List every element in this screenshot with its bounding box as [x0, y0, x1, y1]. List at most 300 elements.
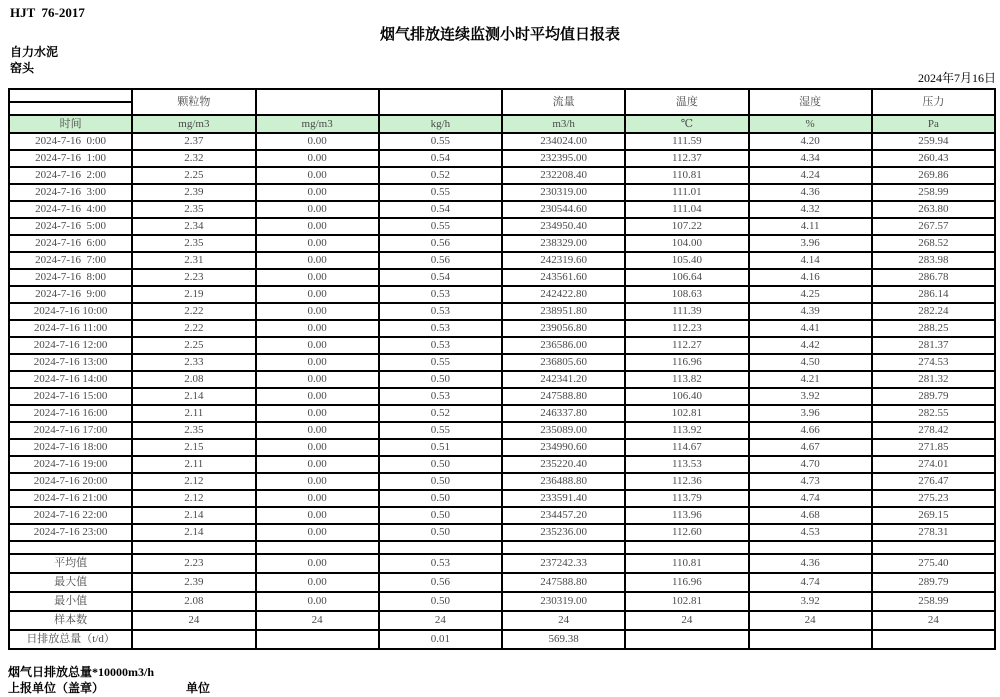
value-cell: 0.00	[256, 456, 379, 473]
value-cell: 0.00	[256, 524, 379, 541]
value-cell: 105.40	[625, 252, 748, 269]
table-row	[9, 303, 995, 320]
value-cell: 108.63	[625, 286, 748, 303]
value-cell: 0.54	[379, 201, 502, 218]
value-cell: 112.60	[625, 524, 748, 541]
value-cell: 113.96	[625, 507, 748, 524]
value-cell: 2.34	[132, 218, 255, 235]
value-cell: 2.31	[132, 252, 255, 269]
value-cell: 234457.20	[502, 507, 625, 524]
value-cell: 114.67	[625, 439, 748, 456]
value-cell: 4.21	[749, 371, 872, 388]
value-cell: 0.56	[379, 573, 502, 592]
table-row	[9, 439, 995, 456]
value-cell: 112.37	[625, 150, 748, 167]
table-row	[9, 354, 995, 371]
summary-row	[9, 630, 995, 649]
corner-cell-bottom	[9, 102, 132, 115]
value-cell: 113.53	[625, 456, 748, 473]
value-cell: 4.70	[749, 456, 872, 473]
value-cell: 281.32	[872, 371, 995, 388]
summary-label-cell: 日排放总量（t/d）	[9, 630, 132, 649]
value-cell: 2.23	[132, 269, 255, 286]
column-header-temperature: 温度	[625, 89, 748, 115]
value-cell: 232208.40	[502, 167, 625, 184]
total-emission-note: 烟气日排放总量*10000m3/h	[8, 665, 155, 679]
time-cell: 2024-7-16 3:00	[9, 184, 132, 201]
value-cell: 2.39	[132, 573, 255, 592]
value-cell: 2.37	[132, 133, 255, 150]
value-cell: 258.99	[872, 592, 995, 611]
value-cell: 242341.20	[502, 371, 625, 388]
value-cell	[132, 630, 255, 649]
value-cell: 242319.60	[502, 252, 625, 269]
value-cell: 232395.00	[502, 150, 625, 167]
table-row	[9, 218, 995, 235]
value-cell: 24	[749, 611, 872, 630]
column-header-blank-1	[256, 89, 379, 115]
value-cell: 2.23	[132, 554, 255, 573]
value-cell: 0.55	[379, 184, 502, 201]
value-cell: 259.94	[872, 133, 995, 150]
value-cell: 239056.80	[502, 320, 625, 337]
value-cell: 0.00	[256, 573, 379, 592]
table-row	[9, 388, 995, 405]
value-cell: 110.81	[625, 554, 748, 573]
value-cell: 116.96	[625, 354, 748, 371]
value-cell: 104.00	[625, 235, 748, 252]
monitoring-table	[8, 88, 996, 650]
value-cell: 0.01	[379, 630, 502, 649]
value-cell: 0.50	[379, 456, 502, 473]
table-row	[9, 235, 995, 252]
value-cell: 0.50	[379, 524, 502, 541]
table-row	[9, 133, 995, 150]
column-header-pressure: 压力	[872, 89, 995, 115]
value-cell: 2.33	[132, 354, 255, 371]
value-cell: 274.53	[872, 354, 995, 371]
value-cell	[256, 630, 379, 649]
value-cell: 263.80	[872, 201, 995, 218]
table-row	[9, 473, 995, 490]
value-cell: 271.85	[872, 439, 995, 456]
value-cell: 3.92	[749, 388, 872, 405]
report-date: 2024年7月16日	[917, 71, 996, 85]
time-cell: 2024-7-16 21:00	[9, 490, 132, 507]
value-cell: 230544.60	[502, 201, 625, 218]
value-cell: 0.00	[256, 422, 379, 439]
station-name: 窑头	[10, 61, 35, 75]
value-cell: 243561.60	[502, 269, 625, 286]
value-cell: 4.16	[749, 269, 872, 286]
value-cell: 0.00	[256, 133, 379, 150]
value-cell: 281.37	[872, 337, 995, 354]
time-cell: 2024-7-16 10:00	[9, 303, 132, 320]
value-cell: 282.55	[872, 405, 995, 422]
summary-rows	[9, 554, 995, 649]
summary-label-cell: 最小值	[9, 592, 132, 611]
unit-label: 单位	[186, 681, 211, 695]
time-column-label: 时间	[9, 115, 132, 133]
time-cell: 2024-7-16 15:00	[9, 388, 132, 405]
value-cell: 286.78	[872, 269, 995, 286]
value-cell: 242422.80	[502, 286, 625, 303]
value-cell: 2.39	[132, 184, 255, 201]
value-cell: 111.59	[625, 133, 748, 150]
value-cell: 2.12	[132, 490, 255, 507]
value-cell: 112.36	[625, 473, 748, 490]
table-row	[9, 167, 995, 184]
value-cell: 0.00	[256, 337, 379, 354]
time-cell: 2024-7-16 11:00	[9, 320, 132, 337]
value-cell: 0.56	[379, 252, 502, 269]
value-cell: 112.23	[625, 320, 748, 337]
value-cell: 2.35	[132, 201, 255, 218]
value-cell: 234990.60	[502, 439, 625, 456]
empty-cell	[749, 541, 872, 554]
value-cell: 0.50	[379, 592, 502, 611]
value-cell: 2.11	[132, 456, 255, 473]
value-cell: 278.31	[872, 524, 995, 541]
value-cell: 0.00	[256, 320, 379, 337]
value-cell: 0.00	[256, 184, 379, 201]
value-cell: 268.52	[872, 235, 995, 252]
value-cell: 0.00	[256, 354, 379, 371]
value-cell: 2.35	[132, 422, 255, 439]
value-cell: 2.15	[132, 439, 255, 456]
time-cell: 2024-7-16 22:00	[9, 507, 132, 524]
time-cell: 2024-7-16 19:00	[9, 456, 132, 473]
value-cell: 4.32	[749, 201, 872, 218]
value-cell: 260.43	[872, 150, 995, 167]
value-cell: 4.68	[749, 507, 872, 524]
value-cell: 278.42	[872, 422, 995, 439]
value-cell: 0.00	[256, 439, 379, 456]
value-cell: 4.11	[749, 218, 872, 235]
table-row	[9, 507, 995, 524]
value-cell: 4.14	[749, 252, 872, 269]
table-row	[9, 405, 995, 422]
value-cell: 3.92	[749, 592, 872, 611]
value-cell: 238951.80	[502, 303, 625, 320]
value-cell: 112.27	[625, 337, 748, 354]
value-cell: 230319.00	[502, 184, 625, 201]
unit-row	[9, 115, 995, 133]
time-cell: 2024-7-16 18:00	[9, 439, 132, 456]
value-cell: 283.98	[872, 252, 995, 269]
value-cell: 236805.60	[502, 354, 625, 371]
time-cell: 2024-7-16 4:00	[9, 201, 132, 218]
value-cell: 0.00	[256, 252, 379, 269]
value-cell: 4.73	[749, 473, 872, 490]
column-header-humidity: 湿度	[749, 89, 872, 115]
value-cell: 234950.40	[502, 218, 625, 235]
value-cell: 2.14	[132, 388, 255, 405]
value-cell: 4.36	[749, 184, 872, 201]
column-header-blank-2	[379, 89, 502, 115]
value-cell: 116.96	[625, 573, 748, 592]
value-cell: 2.14	[132, 507, 255, 524]
value-cell: 111.01	[625, 184, 748, 201]
value-cell: 0.00	[256, 201, 379, 218]
value-cell: 4.53	[749, 524, 872, 541]
value-cell: 269.15	[872, 507, 995, 524]
value-cell: 0.50	[379, 490, 502, 507]
value-cell: 24	[872, 611, 995, 630]
unit-cell: mg/m3	[256, 115, 379, 133]
value-cell: 0.00	[256, 473, 379, 490]
table-row	[9, 320, 995, 337]
value-cell: 0.53	[379, 554, 502, 573]
value-cell: 4.34	[749, 150, 872, 167]
value-cell: 0.00	[256, 150, 379, 167]
footer-line	[8, 679, 210, 696]
report-unit-label: 上报单位（盖章）	[8, 681, 105, 695]
value-cell: 0.00	[256, 554, 379, 573]
value-cell: 24	[256, 611, 379, 630]
value-cell: 0.00	[256, 371, 379, 388]
value-cell: 236586.00	[502, 337, 625, 354]
time-cell: 2024-7-16 1:00	[9, 150, 132, 167]
value-cell: 2.19	[132, 286, 255, 303]
spacer-row-group	[9, 541, 995, 554]
pollutant-header-row	[9, 89, 995, 102]
value-cell: 0.00	[256, 592, 379, 611]
summary-row	[9, 573, 995, 592]
value-cell: 0.50	[379, 473, 502, 490]
value-cell: 0.00	[256, 218, 379, 235]
table-row	[9, 456, 995, 473]
value-cell: 24	[132, 611, 255, 630]
value-cell: 0.00	[256, 490, 379, 507]
value-cell: 4.74	[749, 573, 872, 592]
value-cell: 275.40	[872, 554, 995, 573]
time-cell: 2024-7-16 6:00	[9, 235, 132, 252]
value-cell: 4.24	[749, 167, 872, 184]
empty-cell	[9, 541, 132, 554]
time-cell: 2024-7-16 8:00	[9, 269, 132, 286]
table-row	[9, 286, 995, 303]
data-rows	[9, 133, 995, 541]
table-header	[9, 89, 995, 133]
unit-cell: kg/h	[379, 115, 502, 133]
time-cell: 2024-7-16 7:00	[9, 252, 132, 269]
value-cell: 274.01	[872, 456, 995, 473]
value-cell: 2.08	[132, 592, 255, 611]
value-cell: 0.53	[379, 388, 502, 405]
value-cell	[625, 630, 748, 649]
time-cell: 2024-7-16 14:00	[9, 371, 132, 388]
value-cell: 4.36	[749, 554, 872, 573]
time-cell: 2024-7-16 17:00	[9, 422, 132, 439]
value-cell: 569.38	[502, 630, 625, 649]
summary-label-cell: 平均值	[9, 554, 132, 573]
value-cell: 235220.40	[502, 456, 625, 473]
standard-code: HJT 76-2017	[10, 5, 85, 20]
summary-row	[9, 592, 995, 611]
value-cell: 4.39	[749, 303, 872, 320]
value-cell: 288.25	[872, 320, 995, 337]
value-cell: 275.23	[872, 490, 995, 507]
value-cell: 238329.00	[502, 235, 625, 252]
corner-cell-top	[9, 89, 132, 102]
value-cell: 0.00	[256, 167, 379, 184]
company-name: 自力水泥	[10, 45, 59, 59]
value-cell: 267.57	[872, 218, 995, 235]
table-row	[9, 490, 995, 507]
spacer-row	[9, 541, 995, 554]
value-cell: 230319.00	[502, 592, 625, 611]
value-cell: 113.82	[625, 371, 748, 388]
value-cell: 247588.80	[502, 573, 625, 592]
value-cell: 2.22	[132, 303, 255, 320]
value-cell: 0.55	[379, 354, 502, 371]
value-cell: 0.55	[379, 218, 502, 235]
value-cell: 0.53	[379, 286, 502, 303]
value-cell: 2.25	[132, 337, 255, 354]
empty-cell	[625, 541, 748, 554]
value-cell: 4.20	[749, 133, 872, 150]
value-cell: 2.11	[132, 405, 255, 422]
value-cell: 0.53	[379, 337, 502, 354]
value-cell: 282.24	[872, 303, 995, 320]
value-cell: 0.00	[256, 235, 379, 252]
value-cell: 3.96	[749, 405, 872, 422]
summary-label-cell: 最大值	[9, 573, 132, 592]
table-row	[9, 201, 995, 218]
value-cell: 235089.00	[502, 422, 625, 439]
value-cell: 113.92	[625, 422, 748, 439]
unit-cell: mg/m3	[132, 115, 255, 133]
value-cell: 289.79	[872, 573, 995, 592]
time-cell: 2024-7-16 20:00	[9, 473, 132, 490]
value-cell: 0.51	[379, 439, 502, 456]
value-cell: 0.00	[256, 405, 379, 422]
table-row	[9, 524, 995, 541]
value-cell: 258.99	[872, 184, 995, 201]
value-cell: 0.55	[379, 422, 502, 439]
value-cell: 106.64	[625, 269, 748, 286]
summary-label-cell: 样本数	[9, 611, 132, 630]
unit-cell: Pa	[872, 115, 995, 133]
value-cell: 0.52	[379, 405, 502, 422]
value-cell: 0.00	[256, 388, 379, 405]
value-cell: 3.96	[749, 235, 872, 252]
value-cell: 106.40	[625, 388, 748, 405]
empty-cell	[502, 541, 625, 554]
value-cell: 235236.00	[502, 524, 625, 541]
empty-cell	[872, 541, 995, 554]
value-cell: 4.67	[749, 439, 872, 456]
value-cell: 110.81	[625, 167, 748, 184]
column-header-particulate: 颗粒物	[132, 89, 255, 115]
value-cell: 247588.80	[502, 388, 625, 405]
value-cell: 0.00	[256, 269, 379, 286]
unit-cell: ℃	[625, 115, 748, 133]
value-cell: 0.00	[256, 507, 379, 524]
value-cell: 0.00	[256, 286, 379, 303]
unit-cell: m3/h	[502, 115, 625, 133]
value-cell: 286.14	[872, 286, 995, 303]
table-row	[9, 269, 995, 286]
value-cell: 0.54	[379, 269, 502, 286]
value-cell: 276.47	[872, 473, 995, 490]
time-cell: 2024-7-16 16:00	[9, 405, 132, 422]
value-cell: 2.14	[132, 524, 255, 541]
value-cell: 102.81	[625, 592, 748, 611]
value-cell: 269.86	[872, 167, 995, 184]
value-cell: 0.50	[379, 371, 502, 388]
value-cell: 4.25	[749, 286, 872, 303]
value-cell: 233591.40	[502, 490, 625, 507]
value-cell: 2.08	[132, 371, 255, 388]
value-cell: 0.56	[379, 235, 502, 252]
value-cell: 0.52	[379, 167, 502, 184]
value-cell: 4.42	[749, 337, 872, 354]
time-cell: 2024-7-16 13:00	[9, 354, 132, 371]
value-cell: 0.55	[379, 133, 502, 150]
value-cell: 0.54	[379, 150, 502, 167]
table-row	[9, 371, 995, 388]
value-cell: 246337.80	[502, 405, 625, 422]
value-cell: 0.50	[379, 507, 502, 524]
time-cell: 2024-7-16 12:00	[9, 337, 132, 354]
time-cell: 2024-7-16 5:00	[9, 218, 132, 235]
time-cell: 2024-7-16 23:00	[9, 524, 132, 541]
time-cell: 2024-7-16 9:00	[9, 286, 132, 303]
unit-cell: %	[749, 115, 872, 133]
value-cell: 2.32	[132, 150, 255, 167]
empty-cell	[379, 541, 502, 554]
table-row	[9, 150, 995, 167]
page-title: 烟气排放连续监测小时平均值日报表	[379, 27, 620, 43]
value-cell: 24	[502, 611, 625, 630]
value-cell: 237242.33	[502, 554, 625, 573]
table-row	[9, 184, 995, 201]
table-row	[9, 422, 995, 439]
value-cell: 0.00	[256, 303, 379, 320]
value-cell: 2.35	[132, 235, 255, 252]
value-cell: 2.12	[132, 473, 255, 490]
column-header-flow: 流量	[502, 89, 625, 115]
value-cell: 111.04	[625, 201, 748, 218]
value-cell: 24	[625, 611, 748, 630]
value-cell	[872, 630, 995, 649]
value-cell: 0.53	[379, 303, 502, 320]
table-row	[9, 252, 995, 269]
value-cell: 107.22	[625, 218, 748, 235]
value-cell: 289.79	[872, 388, 995, 405]
value-cell: 2.22	[132, 320, 255, 337]
value-cell: 113.79	[625, 490, 748, 507]
value-cell: 102.81	[625, 405, 748, 422]
value-cell: 4.41	[749, 320, 872, 337]
value-cell: 4.74	[749, 490, 872, 507]
summary-row	[9, 611, 995, 630]
value-cell: 4.50	[749, 354, 872, 371]
value-cell: 111.39	[625, 303, 748, 320]
value-cell: 4.66	[749, 422, 872, 439]
value-cell: 0.53	[379, 320, 502, 337]
summary-row	[9, 554, 995, 573]
empty-cell	[132, 541, 255, 554]
time-cell: 2024-7-16 2:00	[9, 167, 132, 184]
value-cell	[749, 630, 872, 649]
empty-cell	[256, 541, 379, 554]
value-cell: 236488.80	[502, 473, 625, 490]
table-row	[9, 337, 995, 354]
value-cell: 234024.00	[502, 133, 625, 150]
